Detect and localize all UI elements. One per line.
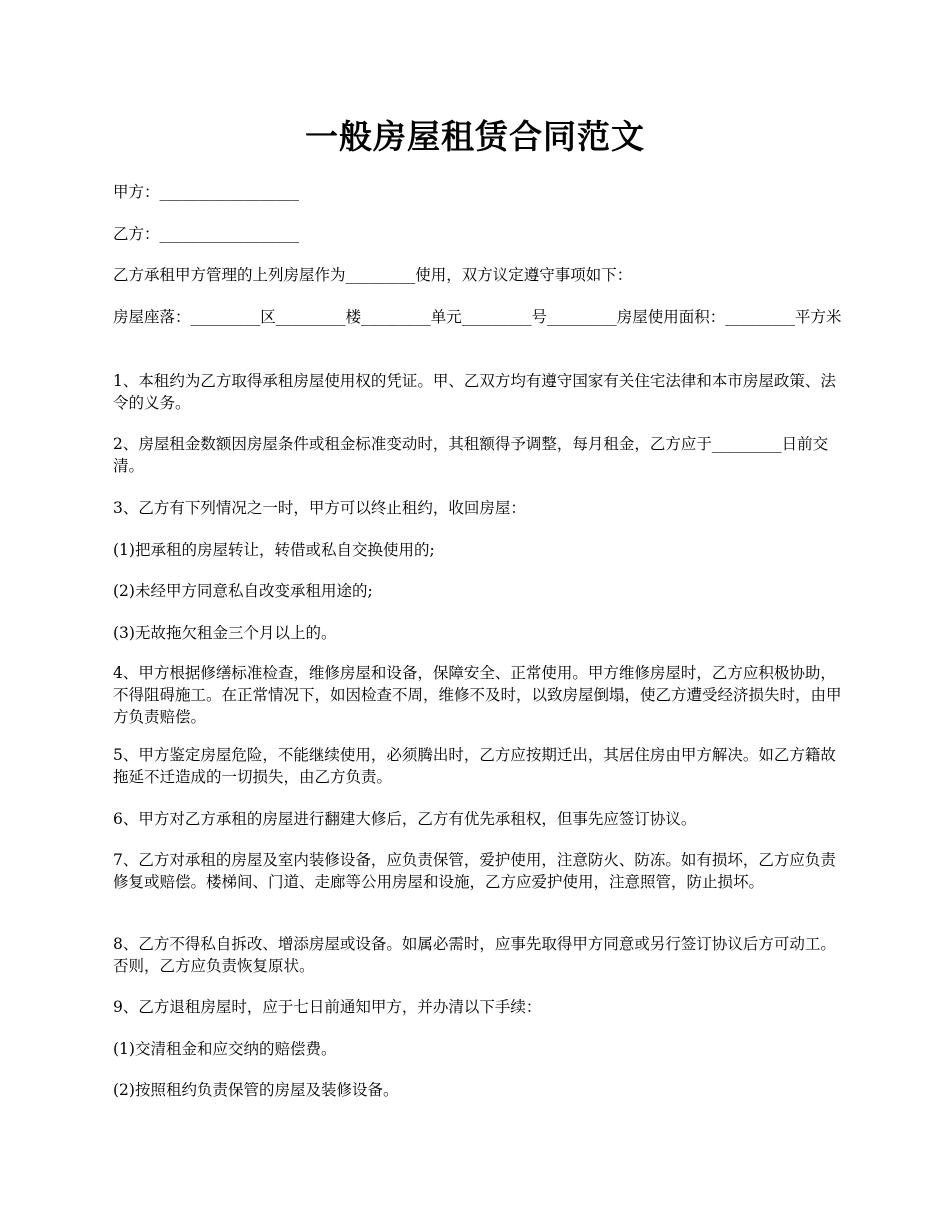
document-title: 一般房屋租赁合同范文 (305, 117, 645, 156)
clause-9-item-1: (1)交清租金和应交纳的赔偿费。 (113, 1040, 337, 1058)
clause-1: 1、本租约为乙方取得承租房屋使用权的凭证。甲、乙双方均有遵守国家有关住宅法律和本市房屋政策、法令的义务。 (113, 372, 836, 412)
clause-3: 3、乙方有下列情况之一时，甲方可以终止租约，收回房屋： (113, 499, 526, 517)
clause-8: 8、乙方不得私自拆改、增添房屋或设备。如属必需时，应事先取得甲方同意或另行签订协议后方可动工。否则，乙方应负责恢复原状。 (113, 935, 836, 975)
intro-paragraph: 乙方承租甲方管理的上列房屋作为_________使用，双方议定遵守事项如下： (113, 266, 633, 284)
clause-6: 6、甲方对乙方承租的房屋进行翻建大修后，乙方有优先承租权，但事先应签订协议。 (113, 810, 697, 828)
party-b-line: 乙方：__________________ (113, 225, 300, 243)
clause-3-item-3: (3)无故拖欠租金三个月以上的。 (113, 624, 337, 642)
clause-3-item-2: (2)未经甲方同意私自改变承租用途的; (113, 582, 373, 600)
property-location-paragraph: 房屋座落：_________区_________楼_________单元_________号_________房屋使用面积：_________平方米 (113, 308, 842, 326)
clause-9-item-2: (2)按照租约负责保管的房屋及装修设备。 (113, 1081, 399, 1099)
clause-4: 4、甲方根据修缮标准检查，维修房屋和设备，保障安全、正常使用。甲方维修房屋时，乙方应积极协助，不得阻碍施工。在正常情况下，如因检查不周，维修不及时，以致房屋倒塌，使乙方遭受经济损失时，由甲方负责赔偿。 (113, 664, 842, 726)
clause-9: 9、乙方退租房屋时，应于七日前通知甲方，并办清以下手续： (113, 998, 542, 1016)
clause-5: 5、甲方鉴定房屋危险，不能继续使用，必须腾出时，乙方应按期迁出，其居住房由甲方解决。如乙方籍故拖延不迁造成的一切损失，由乙方负责。 (113, 746, 836, 786)
clause-3-item-1: (1)把承租的房屋转让，转借或私自交换使用的; (113, 541, 435, 559)
clause-7: 7、乙方对承租的房屋及室内装修设备，应负责保管，爱护使用，注意防火、防冻。如有损坏，乙方应负责修复或赔偿。楼梯间、门道、走廊等公用房屋和设施，乙方应爱护使用，注意照管，防止损坏。 (113, 851, 836, 891)
party-a-line: 甲方：__________________ (113, 183, 300, 201)
clause-2: 2、房屋租金数额因房屋条件或租金标准变动时，其租额得予调整，每月租金，乙方应于_________日前交清。 (113, 435, 829, 475)
